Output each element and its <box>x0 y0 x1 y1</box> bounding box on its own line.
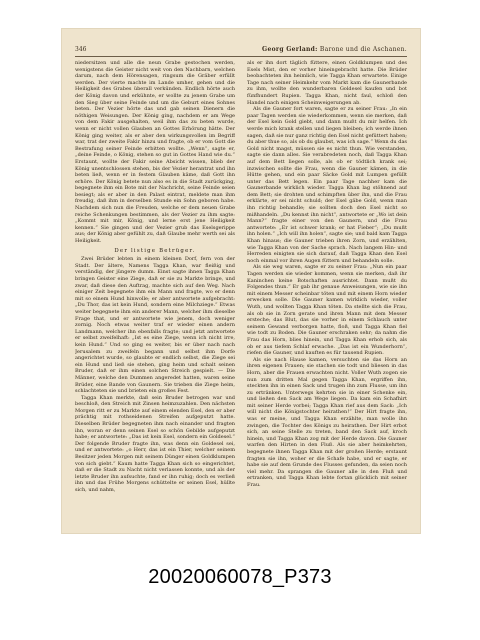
running-header <box>75 44 407 54</box>
left-text-column <box>75 60 235 526</box>
section-title: Der listige Betrüger. <box>114 247 196 254</box>
paragraph: Als sie nach Hause kamen, versuchten sie das Horn an ihren eigenen Frauen; sie stachen sie todt und bliesen in das Horn, aber die Frauen erwachten nicht. Voller Wuth zogen sie nun zum dritten Mal gegen Tagga Khan, ergriffen ihn, steckten ihn in einen Sack und trugen ihn zum Flusse, um ihn zu ertränken. Unterwegs kehrten sie in einer Schenke ein, und ließen den Sack am Wege liegen. Da kam ein Schafhirt mit seiner Herde vorbei; Tagga Khan rief aus dem Sack: „Ich will nicht die Königstochter heirathen!“ Der Hirt fragte ihn, was er meine, und Tagga Khan erzählte, man wolle ihn zwingen, die Tochter des Königs zu heirathen. Der Hirt erbot sich, an seine Stelle zu treten, band den Sack auf, kroch hinein, und Tagga Khan zog mit der Herde davon. Die Gauner warfen den Hirten in den Fluß. Als sie aber heimkehrten, begegnete ihnen Tagga Khan mit der großen Herde; erstaunt fragten sie ihn, woher er die Schafe habe, und er sagte, er habe sie auf dem Grunde des Flusses gefunden, da seien noch viel mehr. Da sprangen die Gauner alle in den Fluß und ertranken, und Tagga Khan lebte fortan glücklich mit seiner Frau. <box>247 356 407 488</box>
image-caption: 20020060078_P373 <box>148 566 332 588</box>
scanned-page <box>61 28 421 534</box>
paragraph: niedersitzen und alle die neun Grabe gestochen werden, wenigstens die Geister nicht weit von den Nachbarn, welchen darum, nach dem Hörensagen, ringsum die Gräber erfüllt werden. Der vierte machte im Lande umher, gehen und die Heiligkeit des Grabes überall verkünden. Endlich hörte auch der König davon und erkühnte, er wollte zu jenem Grabe um den Sieg über seine Feinde und um die Geburt eines Sohnes beten. Der Vezier hörte das und gab seinen Dienern die nöthigen Weisungen. Der König ging, nachdem er am Wege von dem Fakir ausgehalten, weil ihm das zu beten wurde, wenn er nicht vollen Glauben an Gottes Erhörung hätte. Der König ging weiter, als er aber den wirkungsvollen im Begriff war, trat der zweite Fakir hinzu und fragte, ob er vom Gott die Bestrafung seiner Feinde erbitten wollte. „Wenn“, sagte er, „deine Feinde, o König, stehen so gut in Gottes Hand wie du.“ Erstaunt, wollte der Fakir seine Absicht wissen, blieb der König unentschlossen stehen, bis der Vezier herantrat und ihn beten ließ, wenn er in festem Glauben käme, daß Gott ihn erhöre. Der König betete nun also es in die Stadt zurückging, begegnete ihm ein Bote mit der Nachricht, seine Feinde seien besiegt; als er aber in den Palast eintrat, meldete man ihm freudig, daß ihm in derselben Stunde ein Sohn geboren habe. Nachdem sich nun die Freuden, welche er dem neuen Grabe reiche Schenkungen bestimmen, als der Vezier zu ihm sagte: „Kommt mit mir, König, und lerne erst jene Heiligkeit kennen.“ Sie gingen und der Vezier grub das Eselsgerippe aus; der König aber gefühlt zu, daß Glaube mehr werth sei als Heiligkeit. <box>75 60 235 245</box>
running-title-author: Georg Gerland: <box>262 45 318 53</box>
right-text-column <box>247 60 407 526</box>
header-rule <box>75 56 407 57</box>
page-number: 346 <box>75 45 87 53</box>
paragraph: als er ihn dort täglich füttere, einen Goldklumpen und des Esels Mist, den er vorher hineingebracht hatte. Die Brüder beobachteten ihn heimlich, wie Tagga Khan erwartete. Einige Tage nach seiner Heimkehr vom Markt kam die Gaunerbande zu ihm, wollte den wunderbaren Goldesel kaufen und bot fünfhundert Rupien. Tagga Khan, nicht faul, schloß den Handel nach einigen Scheinweigerungen ab. <box>247 60 407 106</box>
paragraph: Zwei Brüder lebten in einem kleinen Dorf, fern von der Stadt. Der ältere, Namens Tagga Khan, war fleißig und verständig, der jüngere dumm. Einst sagte ihnen Tagga Khan bringen Geister eine Ziege, daß er sie zu Markte bringe, und zwar, daß diese den Auftrag, machte sich auf den Weg. Nach einiger Zeit begegnete ihm ein Mann und fragte, wo er denn mit so einem Hund hinwolle; er aber antwortete aufgebracht: „Du Thor, das ist kein Hund, sondern eine Milchziege.“ Etwas weiter begegnete ihm ein anderer Mann, welcher ihm dieselbe Frage that, und er antwortete wie jenem, doch weniger zornig. Noch etwas weiter traf er wieder einen andern Landmann, welcher ihn ebenfalls fragte; und jetzt antwortete er selbst zweifelhaft: „Ist es eine Ziege, wenn ich nicht irre, kein Hund.“ Und so ging es weiter, bis er über nach nach Jerusalem zu zweifeln begann und selbst ihm Dorfe angerichtet wurde, so glaubte er endlich selbst, die Ziege sei ein Hund und ließ sie stehen, ging heim und schalt seinen Bruder, daß er ihm einen solchen Streich gespielt. — Die Männer, welche den Dummen angeredet hatten, waren seine Brüder, eine Bande von Gaunern. Sie trieben die Ziege heim, schlachteten sie und brieten ein großes Fest. <box>75 256 235 395</box>
paragraph: Als sie weg waren, sagte er zu seiner Frau: „Nun ein paar Tagen werden sie wieder kommen, wenn sie merken, daß ihr Kaninchen keine Botschaften ausrichtet. Dann mußt du Folgendes thun.“ Er gab ihr genaue Anweisungen, wie sie ihn mit einem Messer scheinbar töten und mit einem Horn wieder erwecken solle. Die Gauner kamen wirklich wieder, voller Wuth, und wollten Tagga Khan töten. Da stellte sich die Frau, als ob sie in Zorn gerate und ihren Mann mit dem Messer ersteche; das Blut, das sie vorher in einem Schlauch unter seinem Gewand verborgen hatte, floß, und Tagga Khan fiel wie todt zu Boden. Die Gauner erschraken sehr; da nahm die Frau das Horn, blies hinein, und Tagga Khan erhob sich, als ob er aus tiefem Schlaf erwache. „Das ist ein Wunderhorn“, riefen die Gauner, und kauften es für tausend Rupien. <box>247 264 407 357</box>
running-title-text: Barone und die Aschanen. <box>319 45 407 53</box>
running-title <box>262 46 407 53</box>
paragraph: Als die Gauner fort waren, sagte er zu seiner Frau: „In ein paar Tagen werden sie wiederkommen, wenn sie merken, daß der Esel kein Gold giebt, und dann mußt du mir helfen. Ich werde mich krank stellen und liegen bleiben; ich werde ihnen sagen, daß sie nur ganz richtig den Esel nicht gefüttert haben; du aber thue so, als ob du glaubst, was ich sage.“ Wenn du das Gold nicht magst, müssen sie es nicht thun. Wie verstanden, sagte sie dann alles. Sie verabredeten noch, daß Tagga Khan auf dem Bett liegen solle, als ob er tödtlich krank sei; inzwischen sollte die Frau, wenn die Gauner kämen, in die Hütte gehen, und ein paar Säcke Gold mit Lumpen gefüllt unter das Bett legen. Ein paar Tage nachher kam die Gaunerbande wirklich wieder. Tagga Khan lag stöhnend auf dem Bett; sie drohten und schimpften über ihn, und die Frau erklärte, er sei nicht schuld; der Esel gäbe Gold, wenn man ihn richtig behandle; sie sollten doch den Esel nicht so mißhandeln. „Du kennst ihn nicht“, antwortete er „Wo ist dein Mann?“ fragte einer von den Gaunern, und die Frau antwortete: „Er ist schwer krank; er hat Fieber“; „Du mußt ihn holen.“ „Ich will ihn holen“, sagte sie; und bald kam Tagga Khan hinaus; die Gauner trieben ihren Zorn, und erzählten, wie Tagga Khan von der Sache sprach. Nach langem Hin- und Herreden einigten sie sich darauf, daß Tagga Khan den Esel noch einmal vor ihren Augen füttern und behandeln solle. <box>247 106 407 264</box>
paragraph: Tagga Khan merkte, daß sein Bruder betrogen war und beschloß, den Streich mit Zinsen heimzuzahlen. Den nächsten Morgen ritt er zu Markte auf einem elenden Esel, den er aber prächtig mit rothseidenen Streifen aufgeputzt hatte. Dieselben Brüder begegneten ihm nach einander und fragten ihn, woran er denn seinen Esel so schön Gebilde aufgeputzt habe; er antwortete: „Das ist kein Esel, sondern ein Goldesel.“ Der folgende Bruder fragte ihn, was denn ein Goldesel sei, und er antwortete: „o Herr, das ist ein Thier, welcher seinem Besitzer jeden Morgen mit seinem Dünger einen Goldklumpen von sich giebt.“ Kaum hatte Tagga Khan sich so eingerichtet, daß er die Stadt zu Nacht nicht verlassen konnte, und als der letzte Bruder ihn aufsuchte, fand er ihn ruhig; doch es verließ ihn und das Frühe Morgens schüttelte er seinen Esel, hüllte sich, und nahm, <box>75 394 235 493</box>
